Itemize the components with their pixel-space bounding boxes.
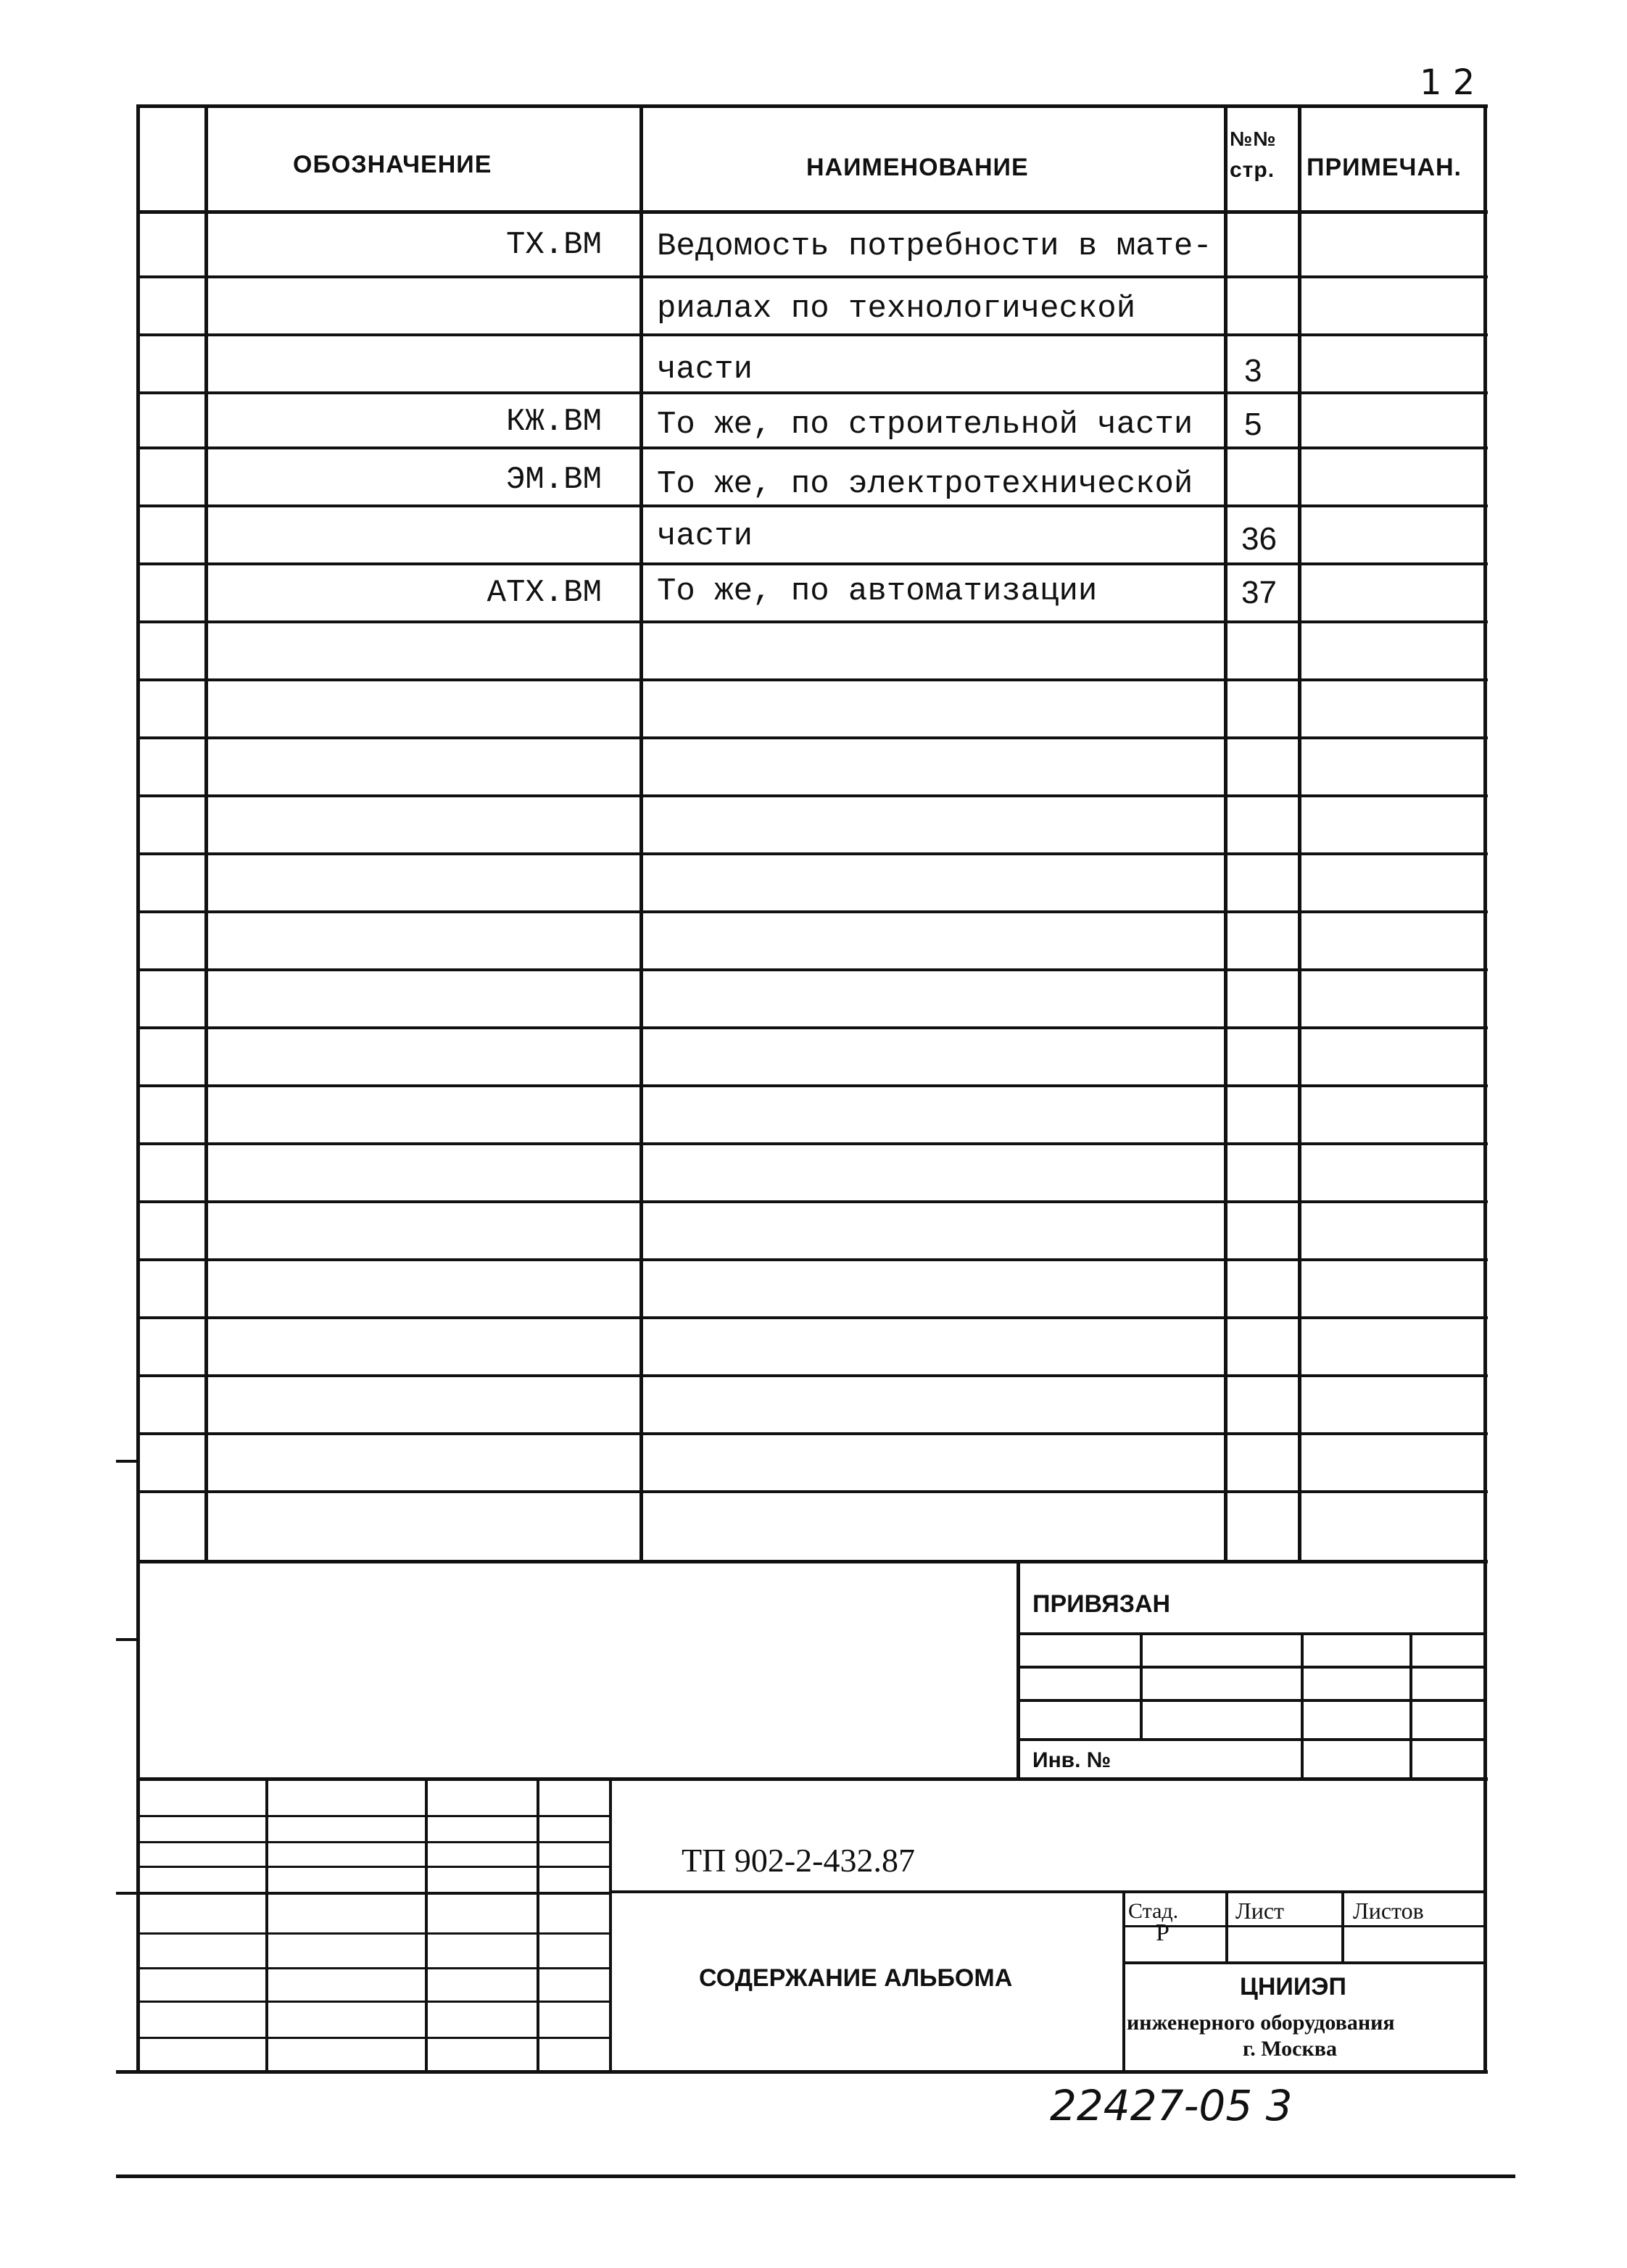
grid-row-line — [136, 1841, 610, 1843]
row-line — [136, 620, 1488, 623]
row-designation: ТХ.ВМ — [505, 227, 602, 263]
row-line — [136, 504, 1488, 507]
grid-col-line — [265, 1777, 268, 2073]
row-name: части — [657, 518, 753, 554]
frame-bottom-line — [116, 2070, 1488, 2074]
row-line — [136, 333, 1488, 336]
header-bottom-line — [136, 210, 1488, 214]
row-line — [136, 562, 1488, 565]
sheets-label: Листов — [1353, 1898, 1424, 1924]
stamp-number: 22427-05 3 — [1050, 2081, 1293, 2130]
row-line — [136, 1084, 1488, 1087]
header-page-no-bottom: стр. — [1230, 158, 1275, 182]
code-underline — [609, 1890, 1483, 1893]
row-line — [136, 1316, 1488, 1319]
binding-col-line — [1301, 1632, 1304, 1780]
document-code: ТП 902-2-432.87 — [682, 1842, 915, 1879]
row-line — [136, 1200, 1488, 1203]
row-designation: КЖ.ВМ — [505, 404, 602, 440]
row-name: части — [657, 352, 753, 388]
stage-col-line — [1225, 1892, 1228, 1963]
row-designation: АТХ.ВМ — [487, 575, 602, 611]
row-line — [136, 852, 1488, 855]
row-line — [136, 736, 1488, 739]
page-bottom-rule — [116, 2174, 1515, 2178]
stage-row-line — [1122, 1925, 1483, 1927]
page-mark: 1 2 — [1420, 62, 1475, 103]
grid-row-line — [136, 1866, 610, 1868]
row-name: Ведомость потребности в мате- — [657, 228, 1212, 265]
row-page: 3 — [1244, 353, 1262, 389]
grid-col-line — [425, 1777, 428, 2073]
row-line — [136, 910, 1488, 913]
row-line — [136, 446, 1488, 449]
binding-title: ПРИВЯЗАН — [1032, 1590, 1171, 1618]
stage-value: Р — [1156, 1919, 1169, 1946]
header-page-no-top: №№ — [1230, 128, 1277, 150]
grid-row-line — [136, 2037, 610, 2039]
grid-col-line — [537, 1777, 539, 2073]
sheet-label: Лист — [1235, 1898, 1285, 1924]
grid-col-line — [609, 1777, 612, 2073]
org-city: г. Москва — [1243, 2037, 1337, 2061]
row-line — [136, 1374, 1488, 1377]
row-name: То же, по строительной части — [657, 407, 1193, 443]
row-name: риалах по технологической — [657, 291, 1136, 327]
org-name: ЦНИИЭП — [1240, 1973, 1346, 2001]
row-line — [136, 275, 1488, 278]
row-line — [136, 968, 1488, 971]
stage-box-left-line — [1122, 1892, 1125, 2073]
binding-line — [1017, 1738, 1483, 1741]
org-line-2: инженерного оборудования — [1127, 2011, 1395, 2035]
row-line — [136, 1560, 1488, 1563]
row-name: То же, по автоматизации — [657, 573, 1098, 610]
col-divider-4 — [1298, 104, 1301, 1563]
grid-row-line — [136, 1967, 610, 1969]
grid-row-line — [136, 1932, 610, 1935]
row-line — [136, 1142, 1488, 1145]
header-name: НАИМЕНОВАНИЕ — [806, 154, 1029, 181]
binding-col-line — [1409, 1632, 1412, 1780]
document-title: СОДЕРЖАНИЕ АЛЬБОМА — [699, 1964, 1013, 1992]
binding-line — [1017, 1699, 1483, 1702]
binding-col-line — [1140, 1632, 1143, 1741]
frame-top-line — [136, 104, 1488, 108]
grid-row-line — [136, 1815, 610, 1817]
stage-label: Стад. — [1128, 1899, 1179, 1923]
row-page: 37 — [1241, 575, 1277, 610]
row-line — [136, 1490, 1488, 1493]
margin-tick — [116, 1638, 138, 1641]
inv-label: Инв. № — [1032, 1748, 1111, 1772]
binding-line — [1017, 1666, 1483, 1669]
margin-tick — [116, 1460, 138, 1463]
stage-col-line — [1341, 1892, 1344, 1963]
header-designation: ОБОЗНАЧЕНИЕ — [293, 151, 492, 178]
grid-row-line — [136, 2001, 610, 2003]
row-line — [136, 1026, 1488, 1029]
col-divider-3 — [1224, 104, 1228, 1563]
col-divider-1 — [204, 104, 208, 1563]
row-line — [136, 1432, 1488, 1435]
row-line — [136, 391, 1488, 394]
row-page: 5 — [1244, 407, 1262, 442]
stage-row-line — [1122, 1961, 1483, 1964]
row-designation: ЭМ.ВМ — [505, 462, 602, 498]
row-line — [136, 794, 1488, 797]
grid-row-line — [116, 1892, 610, 1895]
row-name: То же, по электротехнической — [657, 466, 1193, 502]
row-line — [136, 678, 1488, 681]
title-block-top-line — [136, 1777, 1488, 1781]
row-line — [136, 1258, 1488, 1261]
binding-line — [1017, 1632, 1483, 1635]
binding-left-line — [1017, 1563, 1020, 1780]
col-divider-2 — [639, 104, 643, 1563]
row-page: 36 — [1241, 521, 1277, 557]
header-note: ПРИМЕЧАН. — [1307, 154, 1462, 181]
